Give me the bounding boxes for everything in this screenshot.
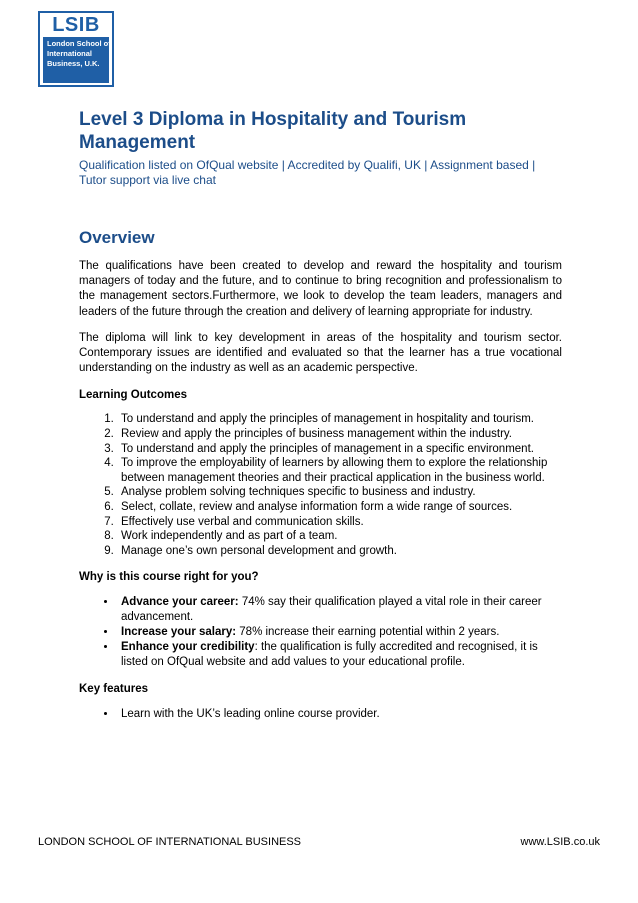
logo-wordmark: LSIB	[52, 14, 100, 36]
benefit-text: 74% say their qualification played a vital role in their career advancement.	[121, 596, 542, 624]
benefit-label: Enhance your credibility	[121, 641, 255, 654]
key-features-heading: Key features	[79, 683, 149, 696]
logo-line: London School of	[47, 39, 111, 48]
list-item: 1. To understand and apply the principles of management in hospitality and tourism.	[117, 412, 562, 427]
benefit-text: : the qualification is fully accredited and recognised, it is listed on OfQual website and add values to your educational profile.	[121, 641, 538, 669]
list-item: 9. Manage one’s own personal development and growth.	[117, 544, 562, 559]
overview-paragraph-2: The diploma will link to key development in areas of the hospitality and tourism sector. Contemporary issues are identified and evaluated so that the learner has a true vocational understanding on the industry as well as an academic perspective.	[79, 331, 562, 375]
lsib-logo	[38, 11, 114, 87]
logo-name-box	[43, 37, 109, 83]
list-item	[117, 625, 562, 640]
benefit-label: Increase your salary:	[121, 626, 237, 639]
page-title: Level 3 Diploma in Hospitality and Tourism Management	[79, 109, 467, 153]
learning-outcomes-heading: Learning Outcomes	[79, 389, 187, 402]
document-body	[79, 108, 562, 722]
logo-line: Business, U.K.	[47, 59, 100, 68]
benefit-text: 78% increase their earning potential within 2 years.	[236, 626, 500, 639]
footer-school-name: LONDON SCHOOL OF INTERNATIONAL BUSINESS	[38, 836, 302, 848]
list-item: 2. Review and apply the principles of business management within the industry.	[117, 427, 562, 442]
benefit-label: Advance your career:	[121, 596, 239, 609]
footer-website-link[interactable]: www.LSIB.co.uk	[520, 836, 600, 848]
overview-paragraph-1: The qualifications have been created to develop and reward the hospitality and tourism managers of today and the future, and to continue to bring recognition and professionalism to the management sectors.Furthermore, we look to develop the team leaders, managers and leaders of the future through the creation and delivery of learning appropriate for industry.	[79, 260, 562, 318]
list-item: 3. To understand and apply the principles of management in a specific environment.	[117, 442, 562, 457]
list-item: 6. Select, collate, review and analyse information form a wide range of sources.	[117, 500, 562, 515]
list-item: 5. Analyse problem solving techniques specific to business and industry.	[117, 485, 562, 500]
logo-line: International	[47, 49, 93, 58]
key-features-list	[79, 707, 562, 722]
list-item	[117, 595, 562, 625]
learning-outcomes-list	[79, 412, 562, 558]
list-item: 7. Effectively use verbal and communication skills.	[117, 515, 562, 530]
why-course-heading: Why is this course right for you?	[79, 571, 259, 584]
list-item: 8. Work independently and as part of a team.	[117, 529, 562, 544]
overview-heading: Overview	[79, 228, 155, 247]
why-course-list	[79, 595, 562, 670]
list-item: • Learn with the UK’s leading online course provider.	[117, 707, 562, 722]
list-item	[117, 640, 562, 670]
qualification-subtitle: Qualification listed on OfQual website | Accredited by Qualifi, UK | Assignment based | Tutor support via live chat	[79, 158, 536, 187]
list-item: 4. To improve the employability of learners by allowing them to explore the relationship between management theories and their practical application in the business world.	[117, 456, 562, 485]
